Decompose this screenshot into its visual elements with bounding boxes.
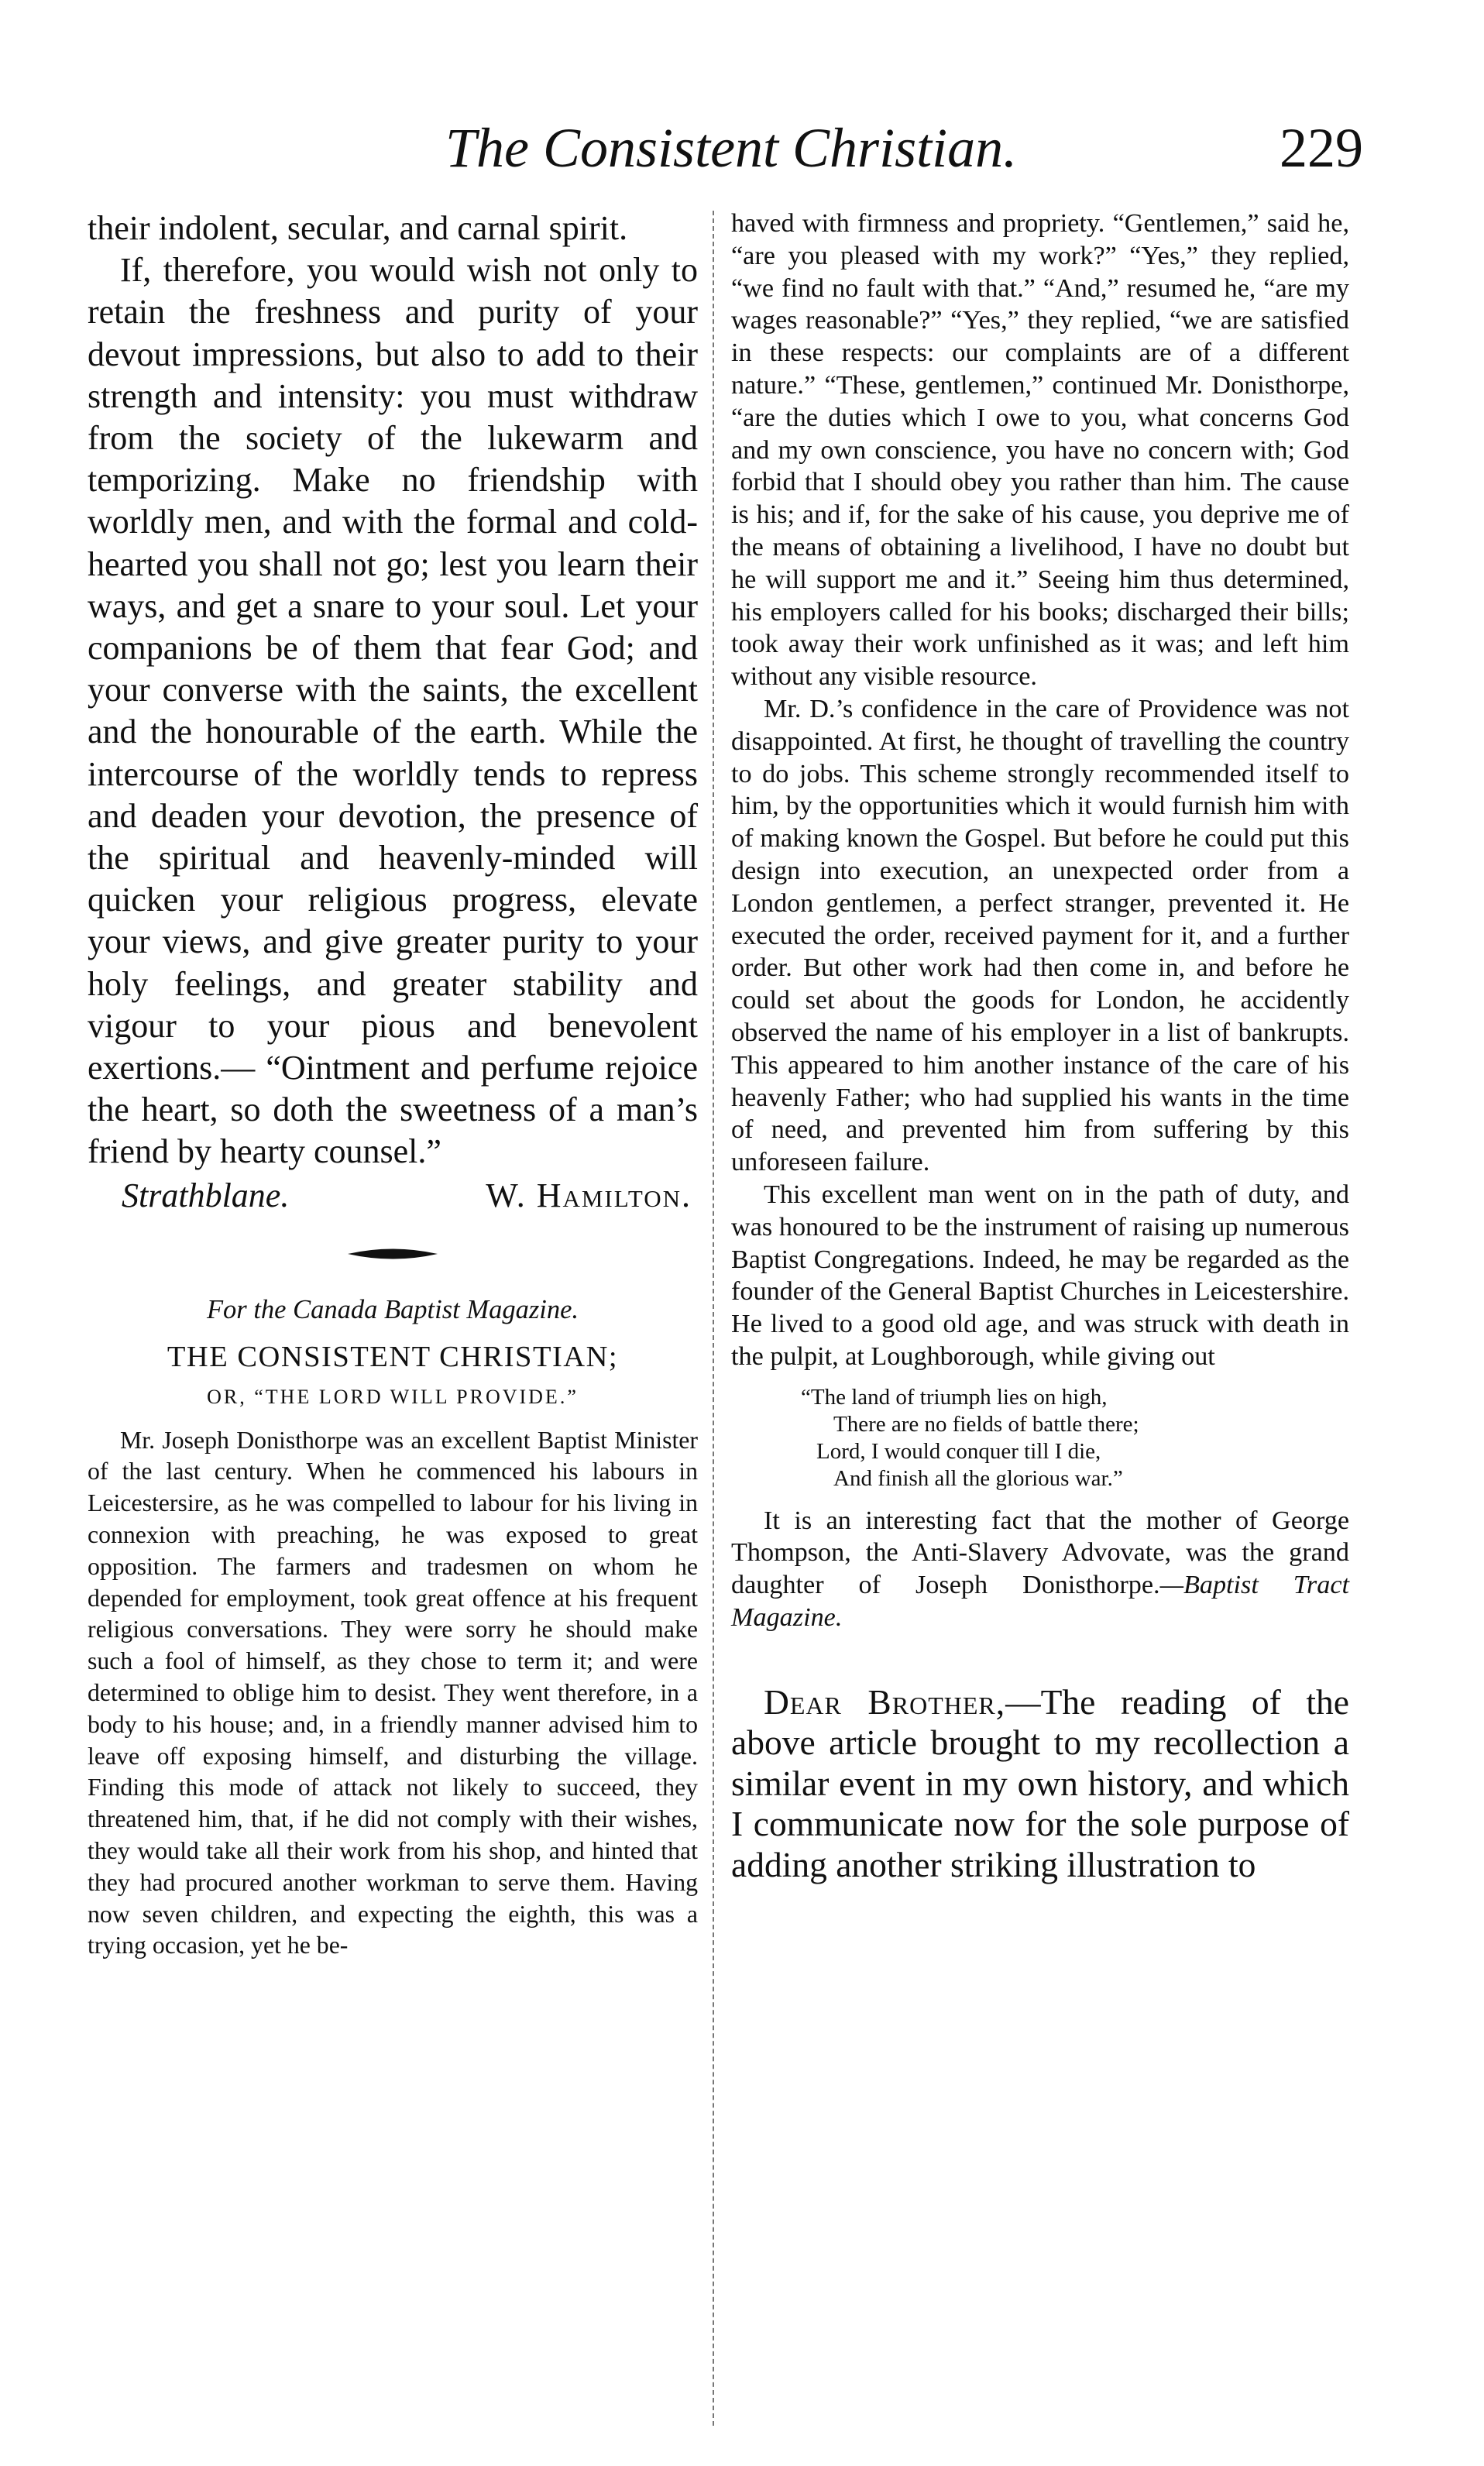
verse-line: And finish all the glorious war.”	[833, 1465, 1123, 1491]
page-header	[85, 116, 1363, 186]
source-citation: —Baptist Tract Magazine.	[731, 1571, 1349, 1633]
section-ornament	[88, 1234, 698, 1270]
letter-salutation: Dear Brother,	[764, 1681, 1006, 1722]
signature-author: W. Hamilton.	[486, 1176, 692, 1214]
column-divider	[713, 211, 714, 2426]
source-line: For the Canada Baptist Magazine.	[206, 1294, 579, 1324]
verse-line: “The land of triumph lies on high,	[801, 1384, 1108, 1410]
letter-text: —The reading of the above article brought to my recollection a similar event in my own history, and which I communicate now for the sole purpose of adding another striking illustration to	[731, 1681, 1349, 1884]
continued-text: their indolent, secular, and carnal spirit.	[88, 209, 628, 247]
paragraph-thompson	[731, 1505, 1349, 1634]
verse-line: There are no fields of battle there;	[833, 1411, 1139, 1437]
signature	[88, 1173, 698, 1218]
paragraph-providence: Mr. D.’s confidence in the care of Providence was not disappointed. At first, he thought of travelling the country to do jobs. This scheme strongly recommended itself to him, by the opportunities which it would furnish him with of making known the Gospel. But before he could put this design into execution, an unexpected order from a London gentlemen, a perfect stranger, prevented it. He executed the order, received payment for it, and a further order. But other work had then come in, and before he could set about the goods for London, he accidently observed the name of his employer in a list of bankrupts. This appeared to him another instance of the care of his heavenly Father; who had supplied his wants in the time of need, and prevented him from suffering by this unforeseen failure.	[731, 694, 1349, 1177]
ornament-divider-icon	[346, 1245, 439, 1262]
paragraph-founder: This excellent man went on in the path of duty, and was honoured to be the instrument of raising up numerous Baptist Congregations. Indeed, he may be regarded as the founder of the General Baptist Churches in Leicestershire. He lived to a good old age, and was struck with death in the pulpit, at Loughborough, while giving out	[731, 1180, 1349, 1371]
continued-article-text: haved with firmness and propriety. “Gentlemen,” said he, “are you pleased with my work?” “Yes,” they replied, “we find no fault with that.” “And,” resumed he, “are my wages reasonable?” “Yes,” they replied, “we are satisfied in these respects: our complaints are of a different nature.” “These, gentlemen,” continued Mr. Donisthorpe, “are the duties which I owe to you, what concerns God and my own conscience, you have no concern with; God forbid that I should obey you rather than him. The cause is his; and if, for the sake of his cause, you deprive me of the means of obtaining a livelihood, I have no doubt but he will support me and it.” Seeing him thus determined, his employers called for his books; discharged their bills; took away their work unfinished as it was; and left him without any visible resource.	[731, 209, 1349, 692]
running-title: The Consistent Christian.	[445, 117, 1018, 179]
paragraph-withdraw: If, therefore, you would wish not only to retain the freshness and purity of your devout impressions, but also to add to their strength and intensity: you must withdraw from the society of the lukewarm and temporizing. Make no friendship with worldly men, and with the formal and cold-hearted you shall not go; lest you learn their ways, and get a snare to your soul. Let your companions be of them that fear God; and your converse with the saints, the excellent and the honourable of the earth. While the intercourse of the worldly tends to repress and deaden your devotion, the presence of the spiritual and heavenly-minded will quicken your religious progress, elevate your views, and give greater purity to your holy feelings, and greater stability and vigour to your pious and benevolent exertions.— “Ointment and perfume rejoice the heart, so doth the sweetness of a man’s friend by hearty counsel.”	[88, 251, 698, 1171]
signature-place: Strathblane.	[122, 1176, 290, 1214]
letter-opening	[731, 1682, 1349, 1886]
verse-line: Lord, I would conquer till I die,	[816, 1438, 1101, 1464]
article-paragraph: Mr. Joseph Donisthorpe was an excellent Baptist Minister of the last century. When he commenced his labours in Leicestersire, as he was compelled to labour for his living in connexion with preaching, he was exposed to great opposition. The farmers and tradesmen on whom he depended for employment, took great offence at his frequent religious conversations. They were sorry he should make such a fool of himself, as they chose to term it; and were determined to oblige him to desist. They went therefore, in a body to his house; and, in a friendly manner advised him to leave off exposing himself, and disturbing the village. Finding this mode of attack not likely to succeed, they threatened him, that, if he did not comply with their wishes, they would take all their work from his shop, and hinted that they had procured another workman to serve them. Having now seven children, and expecting the eighth, this was a trying occasion, yet he be-	[88, 1426, 698, 1959]
paragraph-thompson-text: It is an interesting fact that the mother of George Thompson, the Anti-Slavery Advovate, was the grand daughter of Joseph Donisthorpe.	[731, 1506, 1349, 1600]
left-column	[88, 208, 698, 1962]
article-subtitle: OR, “THE LORD WILL PROVIDE.”	[207, 1385, 579, 1408]
hymn-verse	[731, 1384, 1349, 1492]
page-number: 229	[1280, 117, 1363, 179]
article-title: THE CONSISTENT CHRISTIAN;	[167, 1340, 619, 1373]
right-column	[731, 208, 1349, 1885]
